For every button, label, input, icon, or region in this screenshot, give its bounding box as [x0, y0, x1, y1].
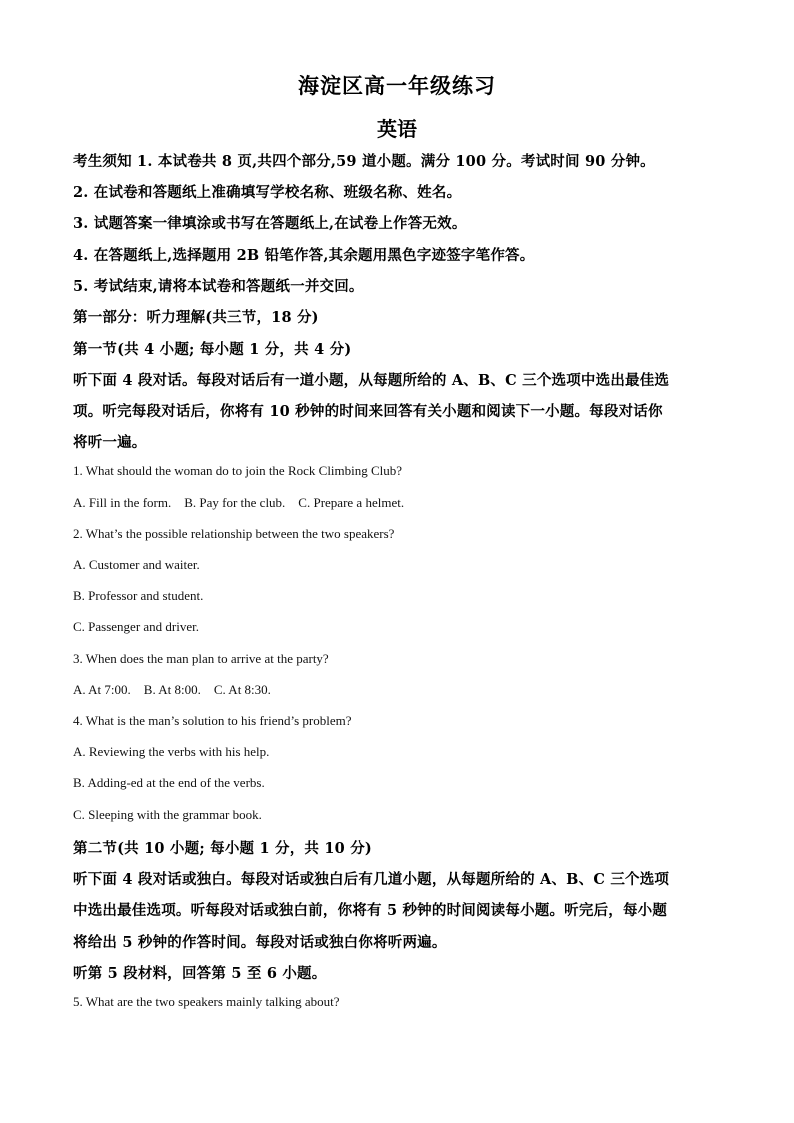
notice-line-1: 考生须知 1. 本试卷共 8 页,共四个部分,59 道小题。满分 100 分。考试时间 90 分钟。 [73, 153, 655, 170]
section1-heading: 第一节(共 4 小题; 每小题 1 分，共 4 分) [73, 341, 352, 358]
notice-line-4: 4. 在答题纸上,选择题用 2B 铅笔作答,其余题用黑色字迹签字笔作答。 [73, 247, 535, 264]
material-5-intro: 听第 5 段材料，回答第 5 至 6 小题。 [73, 965, 327, 982]
section2-heading: 第二节(共 10 小题; 每小题 1 分，共 10 分) [73, 840, 372, 857]
question-4-option-b: B. Adding-ed at the end of the verbs. [73, 775, 265, 790]
question-2-option-c: C. Passenger and driver. [73, 619, 200, 634]
part1-heading: 第一部分：听力理解(共三节，18 分) [73, 309, 319, 326]
section2-instruction-2: 中选出最佳选项。听每段对话或独白前，你将有 5 秒钟的时间阅读每小题。听完后，每小题 [73, 902, 668, 919]
section2-instruction-3: 将给出 5 秒钟的作答时间。每段对话或独白你将听两遍。 [73, 934, 447, 951]
question-3: 3. When does the man plan to arrive at the party? [73, 651, 329, 666]
question-1: 1. What should the woman do to join the Rock Climbing Club? [73, 463, 403, 478]
question-2: 2. What’s the possible relationship between the two speakers? [73, 526, 395, 541]
notice-line-5: 5. 考试结束,请将本试卷和答题纸一并交回。 [73, 278, 364, 295]
section1-instruction-1: 听下面 4 段对话。每段对话后有一道小题，从每题所给的 A、B、C 三个选项中选出最佳选 [73, 372, 670, 389]
question-1-options: A. Fill in the form. B. Pay for the club. C. Prepare a helmet. [73, 495, 405, 510]
question-4: 4. What is the man’s solution to his friend’s problem? [73, 713, 352, 728]
question-3-options: A. At 7:00. B. At 8:00. C. At 8:30. [73, 682, 271, 697]
question-2-option-b: B. Professor and student. [73, 588, 204, 603]
question-4-option-a: A. Reviewing the verbs with his help. [73, 744, 270, 759]
exam-title: 海淀区高一年级练习 [298, 73, 496, 98]
question-5: 5. What are the two speakers mainly talking about? [73, 994, 340, 1009]
section1-instruction-2: 项。听完每段对话后，你将有 10 秒钟的时间来回答有关小题和阅读下一小题。每段对话你 [73, 403, 663, 420]
notice-line-3: 3. 试题答案一律填涂或书写在答题纸上,在试卷上作答无效。 [73, 215, 467, 232]
question-4-option-c: C. Sleeping with the grammar book. [73, 807, 262, 822]
section2-instruction-1: 听下面 4 段对话或独白。每段对话或独白后有几道小题，从每题所给的 A、B、C 三个选项 [73, 871, 670, 888]
section1-instruction-3: 将听一遍。 [73, 434, 147, 451]
question-2-option-a: A. Customer and waiter. [73, 557, 200, 572]
subject-title: 英语 [377, 117, 417, 141]
notice-line-2: 2. 在试卷和答题纸上准确填写学校名称、班级名称、姓名。 [73, 184, 462, 201]
